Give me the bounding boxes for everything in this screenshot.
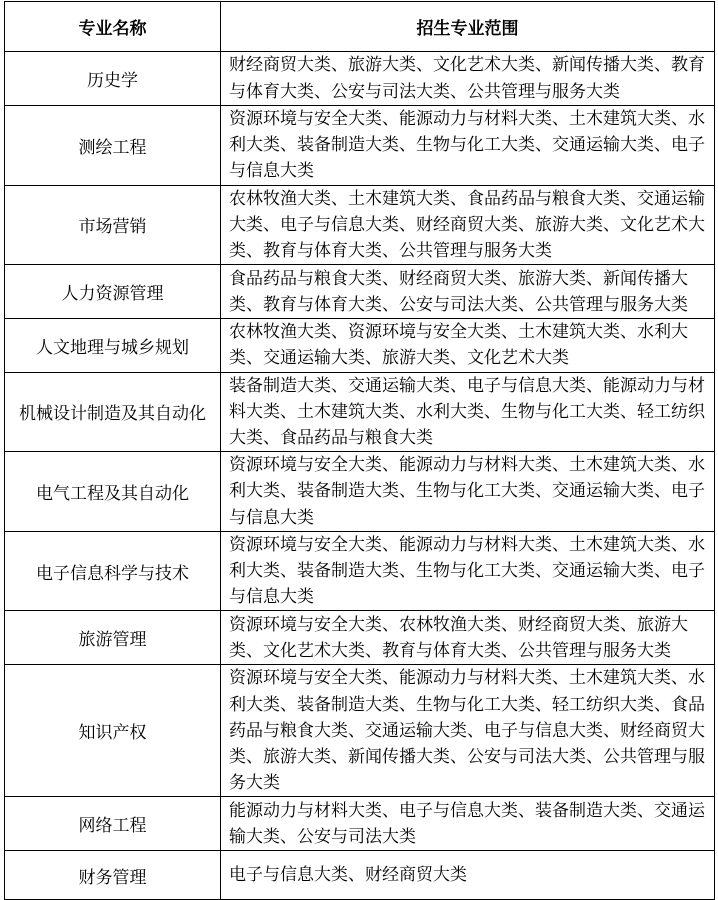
table-row — [5, 265, 715, 319]
table-row — [5, 851, 715, 900]
major-name-cell: 网络工程 — [5, 797, 221, 851]
major-name-cell: 电气工程及其自动化 — [5, 452, 221, 532]
major-scope-table — [4, 1, 715, 900]
header-row — [5, 2, 715, 52]
major-name-cell: 人文地理与城乡规划 — [5, 319, 221, 372]
major-name-cell: 机械设计制造及其自动化 — [5, 372, 221, 452]
major-name-cell: 财务管理 — [5, 851, 221, 900]
scope-cell: 电子与信息大类、财经商贸大类 — [221, 851, 715, 900]
table-row — [5, 319, 715, 372]
major-name-cell: 测绘工程 — [5, 106, 221, 186]
table-row — [5, 665, 715, 797]
major-name-cell: 市场营销 — [5, 185, 221, 265]
table-row — [5, 52, 715, 106]
table-row — [5, 611, 715, 665]
table-row — [5, 372, 715, 452]
scope-cell: 能源动力与材料大类、电子与信息大类、装备制造大类、交通运输大类、公安与司法大类 — [221, 797, 715, 851]
table-row — [5, 106, 715, 186]
scope-cell: 资源环境与安全大类、能源动力与材料大类、土木建筑大类、水利大类、装备制造大类、生物与化工大类、交通运输大类、电子与信息大类 — [221, 452, 715, 532]
header-scope: 招生专业范围 — [221, 2, 715, 52]
table-row — [5, 797, 715, 851]
scope-cell: 装备制造大类、交通运输大类、电子与信息大类、能源动力与材料大类、土木建筑大类、水利大类、生物与化工大类、轻工纺织大类、食品药品与粮食大类 — [221, 372, 715, 452]
scope-cell: 财经商贸大类、旅游大类、文化艺术大类、新闻传播大类、教育与体育大类、公安与司法大类、公共管理与服务大类 — [221, 52, 715, 106]
enrollment-table-container — [4, 1, 714, 900]
major-name-cell: 人力资源管理 — [5, 265, 221, 319]
scope-cell: 资源环境与安全大类、能源动力与材料大类、土木建筑大类、水利大类、装备制造大类、生物与化工大类、交通运输大类、电子与信息大类 — [221, 106, 715, 186]
major-name-cell: 历史学 — [5, 52, 221, 106]
scope-cell: 农林牧渔大类、土木建筑大类、食品药品与粮食大类、交通运输大类、电子与信息大类、财经商贸大类、旅游大类、文化艺术大类、教育与体育大类、公共管理与服务大类 — [221, 185, 715, 265]
scope-cell: 资源环境与安全大类、能源动力与材料大类、土木建筑大类、水利大类、装备制造大类、生物与化工大类、轻工纺织大类、食品药品与粮食大类、交通运输大类、电子与信息大类、财经商贸大类、旅游大类、新闻传播大类、公安与司法大类、公共管理与服务大类 — [221, 665, 715, 797]
table-row — [5, 531, 715, 611]
major-name-cell: 旅游管理 — [5, 611, 221, 665]
scope-cell: 食品药品与粮食大类、财经商贸大类、旅游大类、新闻传播大类、教育与体育大类、公安与司法大类、公共管理与服务大类 — [221, 265, 715, 319]
header-major-name: 专业名称 — [5, 2, 221, 52]
scope-cell: 资源环境与安全大类、能源动力与材料大类、土木建筑大类、水利大类、装备制造大类、生物与化工大类、交通运输大类、电子与信息大类 — [221, 531, 715, 611]
major-name-cell: 电子信息科学与技术 — [5, 531, 221, 611]
scope-cell: 资源环境与安全大类、农林牧渔大类、财经商贸大类、旅游大类、文化艺术大类、教育与体育大类、公共管理与服务大类 — [221, 611, 715, 665]
table-row — [5, 185, 715, 265]
table-row — [5, 452, 715, 532]
major-name-cell: 知识产权 — [5, 665, 221, 797]
scope-cell: 农林牧渔大类、资源环境与安全大类、土木建筑大类、水利大类、交通运输大类、旅游大类、文化艺术大类 — [221, 319, 715, 372]
